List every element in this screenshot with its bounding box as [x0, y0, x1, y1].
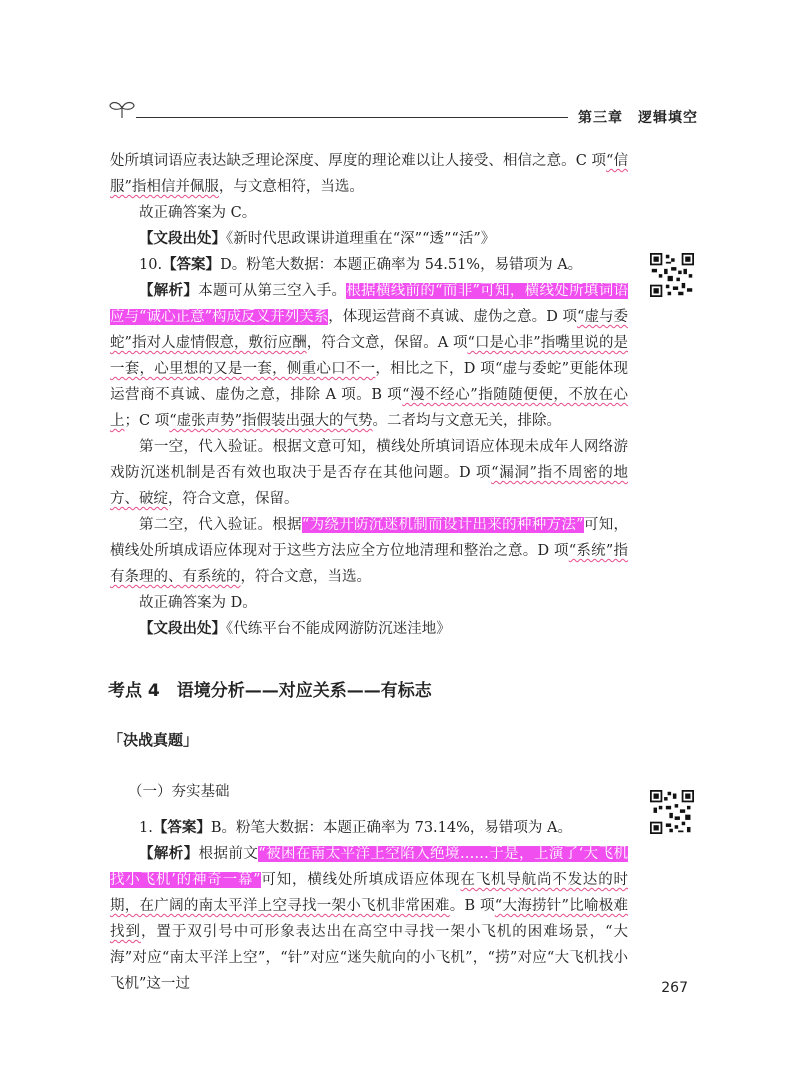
source-tag: 【文段出处】 [139, 621, 226, 637]
source-tag: 【文段出处】 [139, 231, 226, 247]
highlight: “被困在南太平洋上空陷入绝境……于是，上演了‘大飞机找小飞机’的神奇一幕” [110, 846, 628, 888]
analysis-tag: 【解析】 [139, 846, 199, 862]
paragraph: 第一空，代入验证。根据文意可知，横线处所填词语应体现未成年人网络游戏防沉迷机制是否有效也取决于是否存在其他问题。D 项“漏洞”指不周密的地方、破绽，符合文意，保留。 [110, 439, 629, 507]
page-header [0, 0, 800, 130]
qr-code-icon[interactable] [650, 253, 694, 297]
highlight: “为绕开防沉迷机制而设计出来的种种方法” [301, 517, 584, 533]
analysis-paragraph: 【解析】本题可从第三空入手。根据横线前的“而非”可知，横线处所填词语应与“诚心正意”构成反义并列关系，体现运营商不真诚、虚伪之意。D 项“虚与委蛇”指对人虚情假意，敷衍应酬，符合文意，保留。A 项“口是心非”指嘴里说的是一套，心里想的又是一套，侧重心口不一，相比之下，D 项“虚与委蛇”更能体现运营商不真诚、虚伪之意，排除 A 项。B 项“漫不经心”指随随便便，不放在心上；C 项“虚张声势”指假装出强大的气势。二者均与文意无关，排除。 [110, 283, 629, 429]
source-line: 【文段出处】《新时代思政课讲道理重在“深”“透”“活”》 [139, 231, 496, 247]
paragraph: 故正确答案为 D。 [139, 595, 257, 611]
subsection-heading: （一）夯实基础 [128, 784, 230, 800]
answer-tag: 【答案】 [162, 257, 221, 273]
page-content [110, 148, 628, 997]
highlight: 根据横线前的“而非”可知，横线处所填词语应与“诚心正意”构成反义并列关系 [110, 283, 629, 325]
answer-line: 10.【答案】D。粉笔大数据：本题正确率为 54.51%，易错项为 A。 [139, 257, 583, 273]
sprout-icon [108, 96, 136, 120]
page-number: 267 [661, 980, 688, 996]
qr-code-icon[interactable] [650, 790, 694, 834]
answer-tag: 【答案】 [152, 820, 211, 836]
answer-line: 1.【答案】B。粉笔大数据：本题正确率为 73.14%，易错项为 A。 [139, 820, 572, 836]
header-rule [136, 117, 568, 118]
section-heading: 考点 4 语境分析——对应关系——有标志 [108, 681, 432, 701]
analysis-tag: 【解析】 [139, 283, 199, 299]
paragraph: 第二空，代入验证。根据“为绕开防沉迷机制而设计出来的种种方法”可知，横线处所填成语应体现对于这些方法应全方位地清理和整治之意。D 项“系统”指有条理的、有系统的，符合文意，当选。 [110, 517, 629, 585]
source-line: 【文段出处】《代练平台不能成网游防沉迷洼地》 [139, 621, 451, 637]
chapter-title: 第三章 逻辑填空 [578, 110, 698, 126]
paragraph: 处所填词语应表达缺乏理论深度、厚度的理论难以让人接受、相信之意。C 项“信服”指相信并佩服，与文意相符，当选。 [110, 153, 628, 195]
analysis-paragraph: 【解析】根据前文“被困在南太平洋上空陷入绝境……于是，上演了‘大飞机找小飞机’的神奇一幕”可知，横线处所填成语应体现在飞机导航尚不发达的时期，在广阔的南太平洋上空寻找一架小飞机非常困难。B 项“大海捞针”比喻极难找到，置于双引号中可形象表达出在高空中寻找一架小飞机的困难场景，“大海”对应“南太平洋上空”，“针”对应“迷失航向的小飞机”，“捞”对应“大飞机找小飞机”这一过 [110, 846, 629, 992]
paragraph: 故正确答案为 C。 [139, 205, 257, 221]
real-exam-heading: 「决战真题」 [108, 731, 199, 749]
